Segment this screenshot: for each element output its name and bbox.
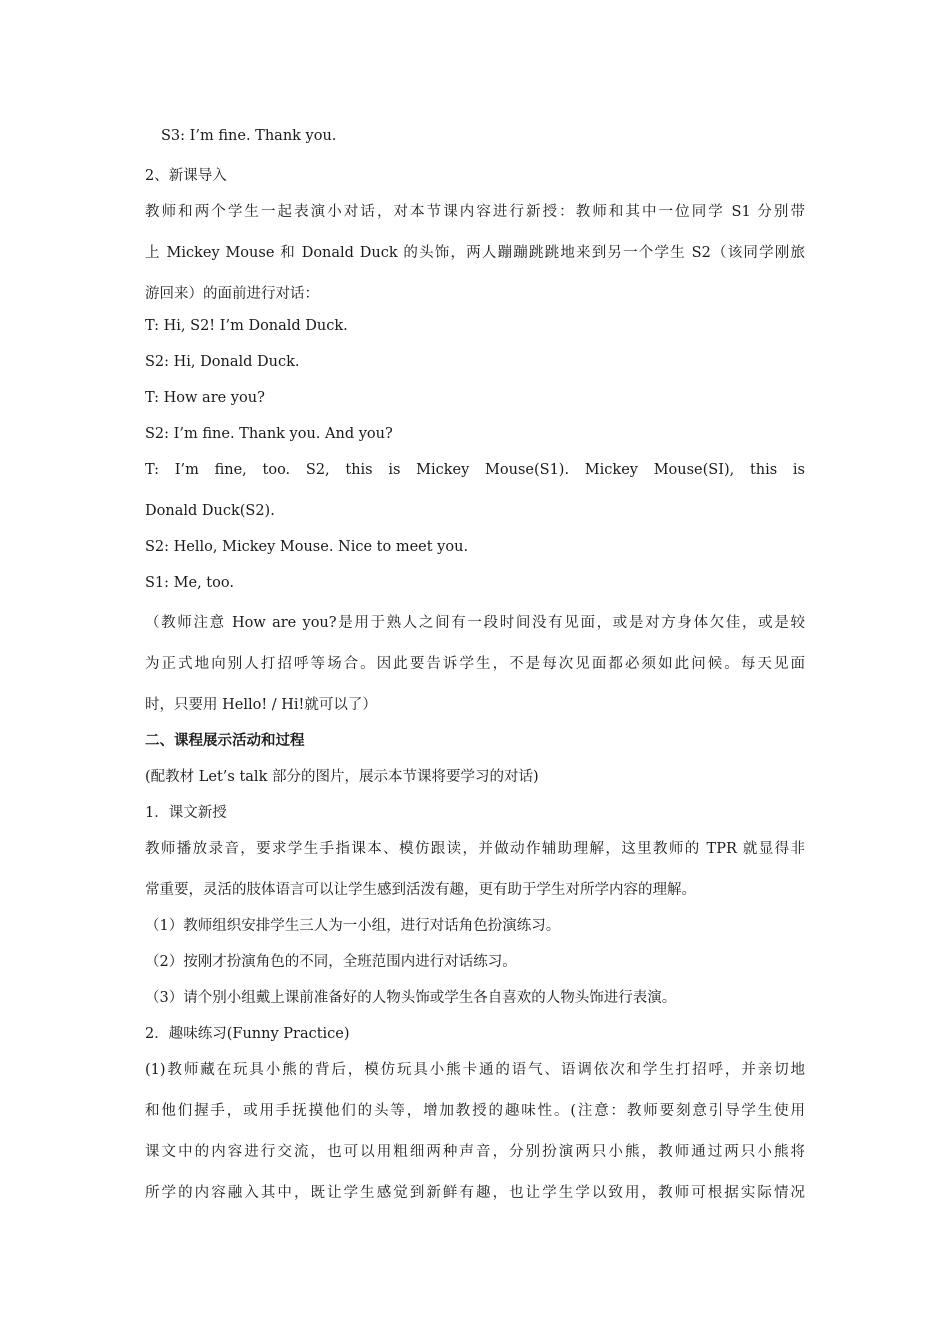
dialogue-line: S1: Me, too. — [145, 575, 234, 591]
dialogue-line: Donald Duck(S2). — [145, 503, 275, 519]
list-item: （3）请个别小组戴上课前准备好的人物头饰或学生各自喜欢的人物头饰进行表演。 — [145, 990, 677, 1006]
paragraph-line: 所学的内容融入其中，既让学生感觉到新鲜有趣，也让学生学以致用，教师可根据实际情况 — [145, 1185, 805, 1201]
paragraph-line: 常重要，灵活的肢体语言可以让学生感到活泼有趣，更有助于学生对所学内容的理解。 — [145, 882, 696, 898]
paragraph-line: 游回来）的面前进行对话： — [145, 286, 319, 302]
dialogue-line: S2: Hi, Donald Duck. — [145, 354, 300, 370]
note-line: （教师注意 How are you?是用于熟人之间有一段时间没有见面，或是对方身体欠佳，或是较 — [145, 615, 805, 631]
dialogue-line: S2: Hello, Mickey Mouse. Nice to meet you. — [145, 539, 469, 555]
paragraph-line: 和他们握手，或用手抚摸他们的头等，增加教授的趣味性。(注意：教师要刻意引导学生使用 — [145, 1103, 805, 1119]
dialogue-line: S2: I’m fine. Thank you. And you? — [145, 426, 393, 442]
note-line: 时，只要用 Hello! / Hi!就可以了） — [145, 697, 377, 713]
dialogue-line: T: I’m fine, too. S2, this is Mickey Mouse(S1). Mickey Mouse(SI), this is — [145, 462, 805, 478]
dialogue-line: S3: I’m fine. Thank you. — [161, 128, 337, 144]
paragraph-line: 教师播放录音，要求学生手指课本、模仿跟读，并做动作辅助理解，这里教师的 TPR 就显得非 — [145, 841, 805, 857]
note-line: 为正式地向别人打招呼等场合。因此要告诉学生，不是每次见面都必须如此问候。每天见面 — [145, 656, 805, 672]
paragraph-line: 上 Mickey Mouse 和 Donald Duck 的头饰，两人蹦蹦跳跳地来到另一个学生 S2（该同学刚旅 — [145, 245, 805, 261]
section-heading-bold: 二、课程展示活动和过程 — [145, 733, 305, 749]
list-item: （1）教师组织安排学生三人为一小组，进行对话角色扮演练习。 — [145, 918, 561, 934]
paragraph-line: 课文中的内容进行交流，也可以用粗细两种声音，分别扮演两只小熊，教师通过两只小熊将 — [145, 1144, 805, 1160]
dialogue-line: T: Hi, S2! I’m Donald Duck. — [145, 318, 348, 334]
section-heading: 2、新课导入 — [145, 168, 227, 184]
list-item: （2）按刚才扮演角色的不同，全班范围内进行对话练习。 — [145, 954, 517, 970]
subsection-heading: 1．课文新授 — [145, 805, 227, 821]
dialogue-line: T: How are you? — [145, 390, 265, 406]
paragraph-line: (配教材 Let’s talk 部分的图片，展示本节课将要学习的对话) — [145, 769, 539, 785]
paragraph-line: (1)教师藏在玩具小熊的背后，模仿玩具小熊卡通的语气、语调依次和学生打招呼，并亲切地 — [145, 1062, 805, 1078]
subsection-heading: 2．趣味练习(Funny Practice) — [145, 1026, 350, 1042]
paragraph-line: 教师和两个学生一起表演小对话，对本节课内容进行新授：教师和其中一位同学 S1 分别带 — [145, 204, 805, 220]
